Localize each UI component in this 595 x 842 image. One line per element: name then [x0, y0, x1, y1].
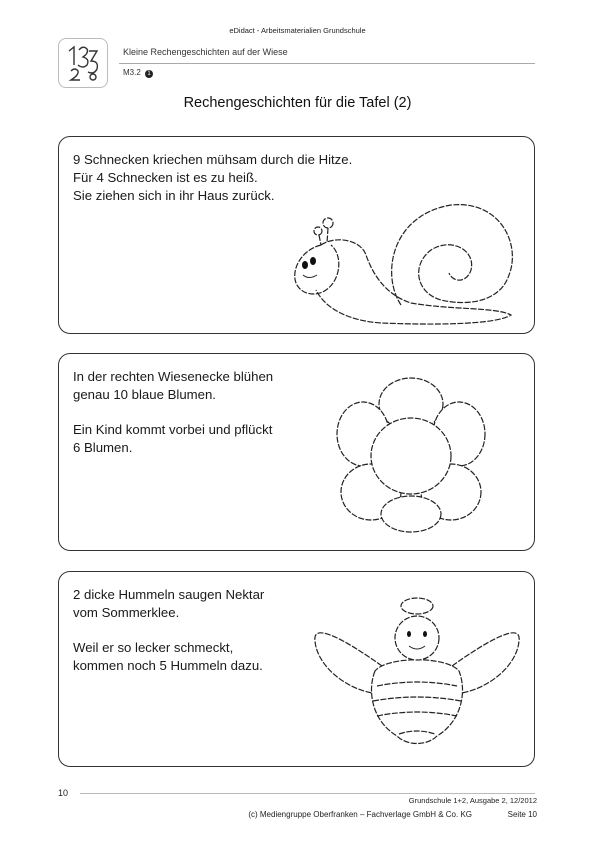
story-card-flowers — [58, 353, 535, 551]
page-label: Seite 10 — [507, 810, 537, 819]
story-text — [73, 368, 273, 457]
bumblebee-icon — [307, 596, 527, 756]
numbers-logo-graphic — [59, 39, 107, 87]
story-card-bumblebees — [58, 571, 535, 767]
story-line: Für 4 Schnecken ist es zu heiß. — [73, 170, 258, 185]
publisher-copyright: (c) Mediengruppe Oberfranken – Fachverlage GmbH & Co. KG — [248, 810, 472, 819]
page-title: Rechengeschichten für die Tafel (2) — [183, 95, 412, 111]
story-line: genau 10 blaue Blumen. — [73, 387, 216, 402]
story-line: 2 dicke Hummeln saugen Nektar — [73, 587, 265, 602]
page-number: 10 — [58, 788, 69, 798]
story-line: In der rechten Wiesenecke blühen — [73, 369, 274, 384]
story-line: 6 Blumen. — [73, 440, 133, 455]
story-line: Sie ziehen sich in ihr Haus zurück. — [73, 188, 275, 203]
story-line: Weil er so lecker schmeckt, — [73, 640, 234, 655]
snail-icon — [281, 195, 531, 330]
module-code — [123, 68, 153, 78]
story-line: 9 Schnecken kriechen mühsam durch die Hitze. — [73, 152, 353, 167]
story-card-snails — [58, 136, 535, 334]
module-level-badge: 1 — [145, 70, 153, 78]
flower-icon — [331, 374, 491, 534]
site-header: eDidact - Arbeitsmaterialien Grundschule — [229, 26, 366, 35]
footer-divider — [80, 793, 535, 794]
story-line: vom Sommerklee. — [73, 605, 180, 620]
edition-info: Grundschule 1+2, Ausgabe 2, 12/2012 — [408, 796, 537, 805]
module-code-text: M3.2 — [123, 68, 141, 77]
story-line: kommen noch 5 Hummeln dazu. — [73, 658, 263, 673]
header-divider — [119, 63, 535, 64]
story-text — [73, 586, 264, 675]
series-title: Kleine Rechengeschichten auf der Wiese — [123, 47, 288, 57]
numbers-logo-icon — [58, 38, 108, 88]
story-line: Ein Kind kommt vorbei und pflückt — [73, 422, 273, 437]
